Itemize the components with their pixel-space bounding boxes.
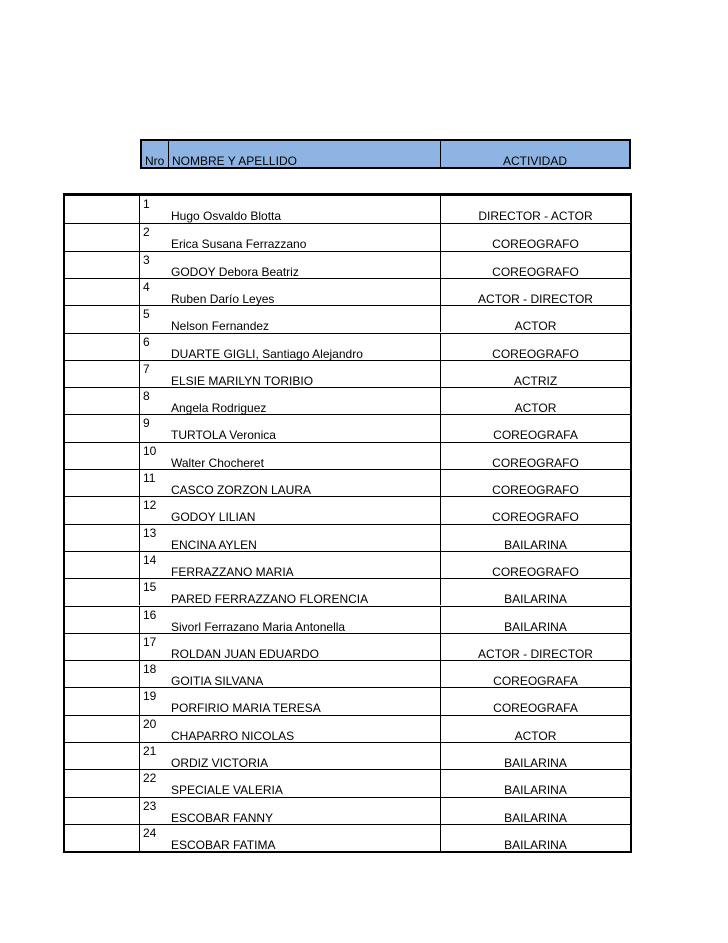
table-row [65,251,630,278]
row-activity: COREOGRAFO [440,443,630,469]
table-row [65,223,630,250]
row-activity: COREOGRAFO [440,224,630,250]
row-name: Walter Chocheret [171,455,264,470]
table-row [65,469,630,496]
row-activity: BAILARINA [440,770,630,796]
row-name: PORFIRIO MARIA TERESA [171,701,321,716]
table-row [65,551,630,578]
row-number: 23 [143,798,157,813]
row-number: 19 [143,689,157,704]
row-name: Sivorl Ferrazano Maria Antonella [171,619,346,634]
row-blank-cell [65,361,140,387]
header-nro: Nro [145,154,165,168]
row-number: 9 [143,416,150,431]
row-activity: BAILARINA [440,798,630,824]
row-number: 14 [143,552,157,567]
row-blank-cell [65,798,140,824]
row-blank-cell [65,306,140,332]
row-activity: ACTOR - DIRECTOR [440,279,630,305]
row-blank-cell [65,224,140,250]
row-activity: ACTOR [440,388,630,414]
row-blank-cell [65,443,140,469]
table-row [65,824,630,851]
header-name: NOMBRE Y APELLIDO [168,141,440,167]
row-activity: BAILARINA [440,825,630,851]
row-number: 12 [143,498,157,513]
row-activity: COREOGRAFA [440,688,630,714]
row-number: 7 [143,361,150,376]
table-row [65,742,630,769]
row-activity: COREOGRAFA [440,661,630,687]
row-name: ORDIZ VICTORIA [171,756,269,770]
row-blank-cell [65,497,140,523]
row-number: 15 [143,580,157,595]
row-blank-cell [65,388,140,414]
row-number: 10 [143,443,157,458]
row-number: 17 [143,634,157,649]
row-number: 3 [143,252,150,267]
row-number: 1 [143,197,150,211]
row-name: PARED FERRAZZANO FLORENCIA [171,592,369,607]
row-blank-cell [65,334,140,360]
row-name: ESCOBAR FATIMA [171,837,276,852]
row-number: 20 [143,716,157,731]
table-header [140,139,631,169]
table-row [65,578,630,605]
table-row [65,606,630,633]
table-row [65,333,630,360]
row-name: SPECIALE VALERIA [171,783,283,798]
row-blank-cell [65,661,140,687]
row-activity: COREOGRAFO [440,334,630,360]
row-name: Angela Rodriguez [171,401,267,416]
row-activity: BAILARINA [440,525,630,551]
row-activity: BAILARINA [440,579,630,605]
row-blank-cell [65,525,140,551]
row-name: DUARTE GIGLI, Santiago Alejandro [171,346,363,361]
row-name: Ruben Darío Leyes [171,291,275,306]
row-name: ENCINA AYLEN [171,537,257,552]
row-number: 11 [143,471,156,485]
row-blank-cell [65,743,140,769]
row-name: Nelson Fernandez [171,319,270,334]
row-number: 5 [143,307,150,322]
table-row [65,797,630,824]
row-activity: ACTRIZ [440,361,630,387]
table-row [65,633,630,660]
row-blank-cell [65,552,140,578]
row-blank-cell [65,825,140,851]
row-number: 16 [143,607,157,622]
row-name: GODOY LILIAN [171,510,256,525]
row-number: 18 [143,662,157,677]
table-row [65,196,630,223]
participants-table [63,193,632,853]
row-name: CASCO ZORZON LAURA [171,483,312,497]
table-row [65,687,630,714]
row-name: FERRAZZANO MARIA [171,564,294,579]
row-activity: COREOGRAFO [440,470,630,496]
table-row [65,496,630,523]
row-name: CHAPARRO NICOLAS [171,728,295,743]
row-activity: ACTOR - DIRECTOR [440,634,630,660]
row-blank-cell [65,196,140,223]
table-row [65,442,630,469]
table-row [65,387,630,414]
table-row [65,524,630,551]
row-activity: COREOGRAFO [440,252,630,278]
row-name: GOITIA SILVANA [171,674,264,689]
row-blank-cell [65,470,140,496]
header-activity: ACTIVIDAD [440,141,629,167]
row-blank-cell [65,252,140,278]
row-number: 21 [143,744,157,758]
row-name: GODOY Debora Beatriz [171,264,299,279]
table-row [65,660,630,687]
row-number: 6 [143,334,150,349]
row-name: ELSIE MARILYN TORIBIO [171,373,314,388]
row-name: ROLDAN JUAN EDUARDO [171,646,320,661]
table-row [65,305,630,332]
row-name: ESCOBAR FANNY [171,810,274,825]
row-activity: BAILARINA [440,607,630,633]
row-blank-cell [65,770,140,796]
row-blank-cell [65,634,140,660]
table-row [65,278,630,305]
row-name: Hugo Osvaldo Blotta [171,209,282,223]
table-row [65,769,630,796]
row-activity: BAILARINA [440,743,630,769]
table-row [65,360,630,387]
row-blank-cell [65,579,140,605]
row-blank-cell [65,716,140,742]
row-number: 8 [143,389,150,404]
row-blank-cell [65,688,140,714]
row-activity: COREOGRAFO [440,497,630,523]
row-blank-cell [65,415,140,441]
row-activity: COREOGRAFO [440,552,630,578]
row-activity: DIRECTOR - ACTOR [440,196,630,223]
table-row [65,715,630,742]
row-name: TURTOLA Veronica [171,428,276,443]
row-number: 24 [143,825,157,840]
row-blank-cell [65,607,140,633]
table-row [65,414,630,441]
row-number: 4 [143,279,150,294]
row-number: 13 [143,525,157,540]
row-activity: ACTOR [440,716,630,742]
row-name: Erica Susana Ferrazzano [171,237,307,252]
row-blank-cell [65,279,140,305]
row-activity: ACTOR [440,306,630,332]
row-activity: COREOGRAFA [440,415,630,441]
row-number: 22 [143,771,157,786]
row-number: 2 [143,225,150,240]
